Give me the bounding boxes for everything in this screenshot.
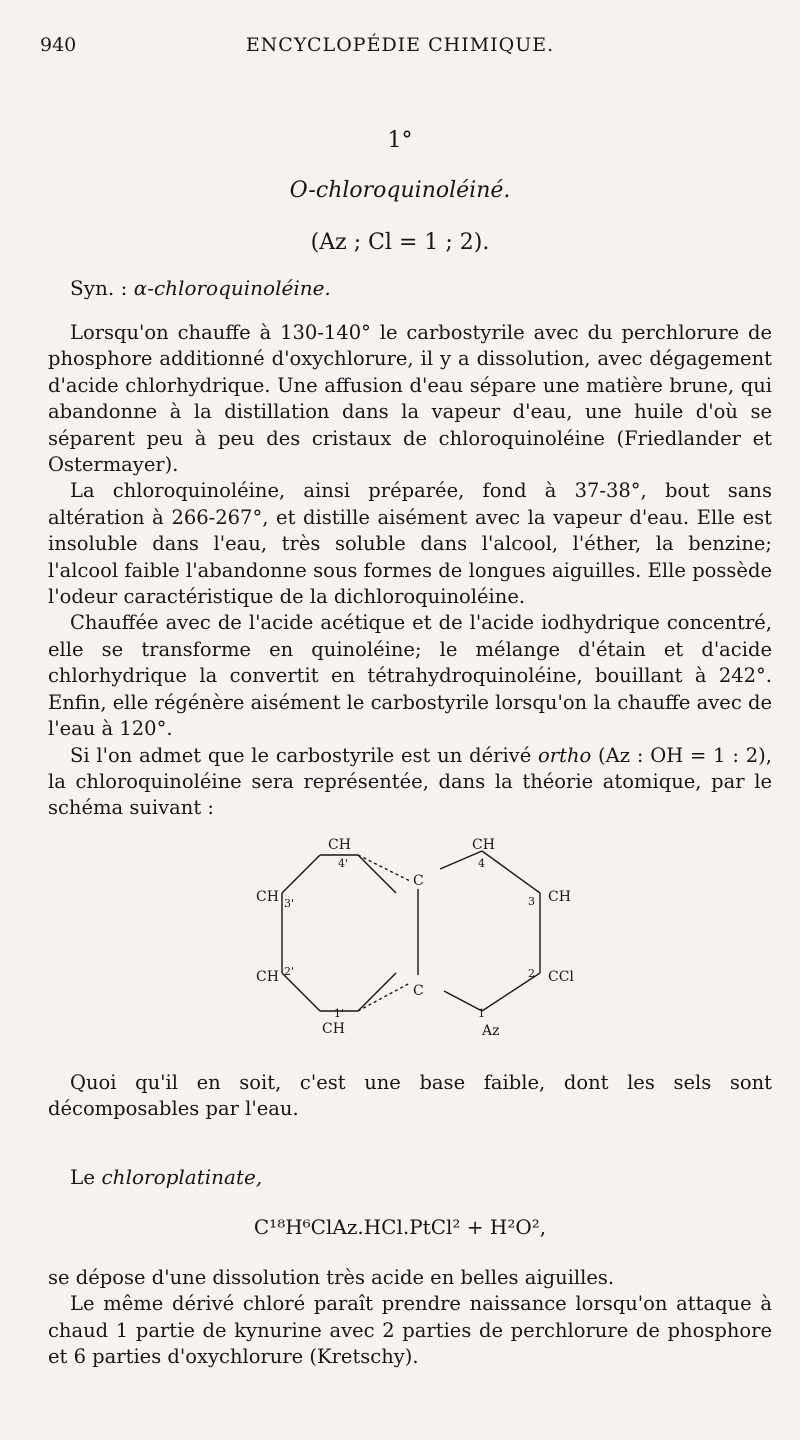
atom-labels xyxy=(256,837,574,1039)
paragraph: Quoi qu'il en soit, c'est une base faible, dont les sels sont décomposables par l'eau. xyxy=(48,1071,772,1121)
fused-bonds xyxy=(358,855,410,1011)
num-right-top: 3 xyxy=(528,895,535,908)
position-formula: (Az ; Cl = 1 ; 2). xyxy=(310,230,490,255)
paragraph-italic: ortho xyxy=(538,743,592,767)
num-left-top: 3' xyxy=(284,897,295,910)
paragraph xyxy=(48,743,772,822)
paragraph: Chauffée avec de l'acide acétique et de l'acide iodhydrique concentré, elle se transforme en quinoléine; le mélange d'étain et d'acide chlorhydrique la convertit en tétrahydroquinoléine, bouillant à 242°. Enfin, elle régénère aisément le carbostyrile lorsqu'on la chauffe avec de l'eau à 120°. xyxy=(48,611,772,741)
paragraph: La chloroquinoléine, ainsi préparée, fond à 37-38°, bout sans altération à 266-267°, et distille aisément avec la vapeur d'eau. Elle est insoluble dans l'eau, très soluble dans l'alcool, l'éther, la benzine; l'alcool faible l'abandonne sous formes de longues aiguilles. Elle possède l'odeur caractéristique de la dichloroquinoléine. xyxy=(48,479,772,609)
num-bottom-right: 1 xyxy=(478,1007,485,1020)
paragraph: se dépose d'une dissolution très acide en belles aiguilles. xyxy=(48,1266,615,1289)
paragraph: Le même dérivé chloré paraît prendre naissance lorsqu'on attaque à chaud 1 partie de kynurine avec 2 parties de perchlorure de phosphore et 6 parties d'oxychlorure (Kretschy). xyxy=(48,1292,772,1369)
body-text xyxy=(48,320,772,822)
running-title: ENCYCLOPÉDIE CHIMIQUE. xyxy=(245,34,555,56)
section-number: 1° xyxy=(387,128,413,153)
body-text-after-diagram xyxy=(48,1070,772,1123)
num-left-bottom: 2' xyxy=(284,965,295,978)
paragraph-part: (Az : OH = 1 : 2), la chloroquinoléine sera représentée, dans la théorie atomique, par le schéma suivant : xyxy=(48,743,772,820)
paragraph: Lorsqu'on chauffe à 130-140° le carbostyrile avec du perchlorure de phosphore additionné d'oxychlorure, il y a dissolution, avec dégagement d'acide chlorhydrique. Une affusion d'eau sépare une matière brune, qui abandonne à la distillation dans la vapeur d'eau, une huile d'où se séparent peu à peu des cristaux de chloroquinoléine (Friedlander et Ostermayer). xyxy=(48,321,772,477)
ring-bonds xyxy=(282,851,540,1011)
atom-left-top: CH xyxy=(256,889,279,905)
synonym-name: α-chloroquinoléine. xyxy=(133,276,331,300)
atom-center-bottom: C xyxy=(413,983,424,999)
atom-center-top: C xyxy=(413,873,424,889)
paragraph-part: Si l'on admet que le carbostyrile est un dérivé xyxy=(70,743,539,767)
page-number: 940 xyxy=(40,34,77,56)
synonym-label: Syn. : xyxy=(70,276,128,300)
atom-top-right: CH xyxy=(472,837,495,853)
atom-bottom-left: CH xyxy=(322,1021,345,1037)
chloroplatinate-formula: C¹⁸H⁶ClAz.HCl.PtCl² + H²O², xyxy=(253,1215,547,1239)
atom-right-top: CH xyxy=(548,889,571,905)
atom-top-left: CH xyxy=(328,837,351,853)
atom-left-bottom: CH xyxy=(256,969,279,985)
atom-bottom-right: Az xyxy=(482,1023,500,1039)
num-top-left: 4' xyxy=(338,857,349,870)
synonym-line xyxy=(70,276,331,300)
num-bottom-left: 1' xyxy=(334,1007,345,1020)
atom-right-bottom: CCl xyxy=(548,969,574,985)
chloroplatinate-term: chloroplatinate, xyxy=(101,1165,263,1189)
num-top-right: 4 xyxy=(478,857,485,870)
quinoline-structure-diagram xyxy=(220,825,620,1055)
chloroplatinate-prefix: Le xyxy=(70,1165,102,1189)
running-head xyxy=(40,34,760,64)
section-title: O-chloroquinoléiné. xyxy=(289,178,511,203)
body-text-closing xyxy=(48,1265,772,1371)
num-right-bottom: 2 xyxy=(528,967,535,980)
chloroplatinate-label xyxy=(70,1165,262,1189)
